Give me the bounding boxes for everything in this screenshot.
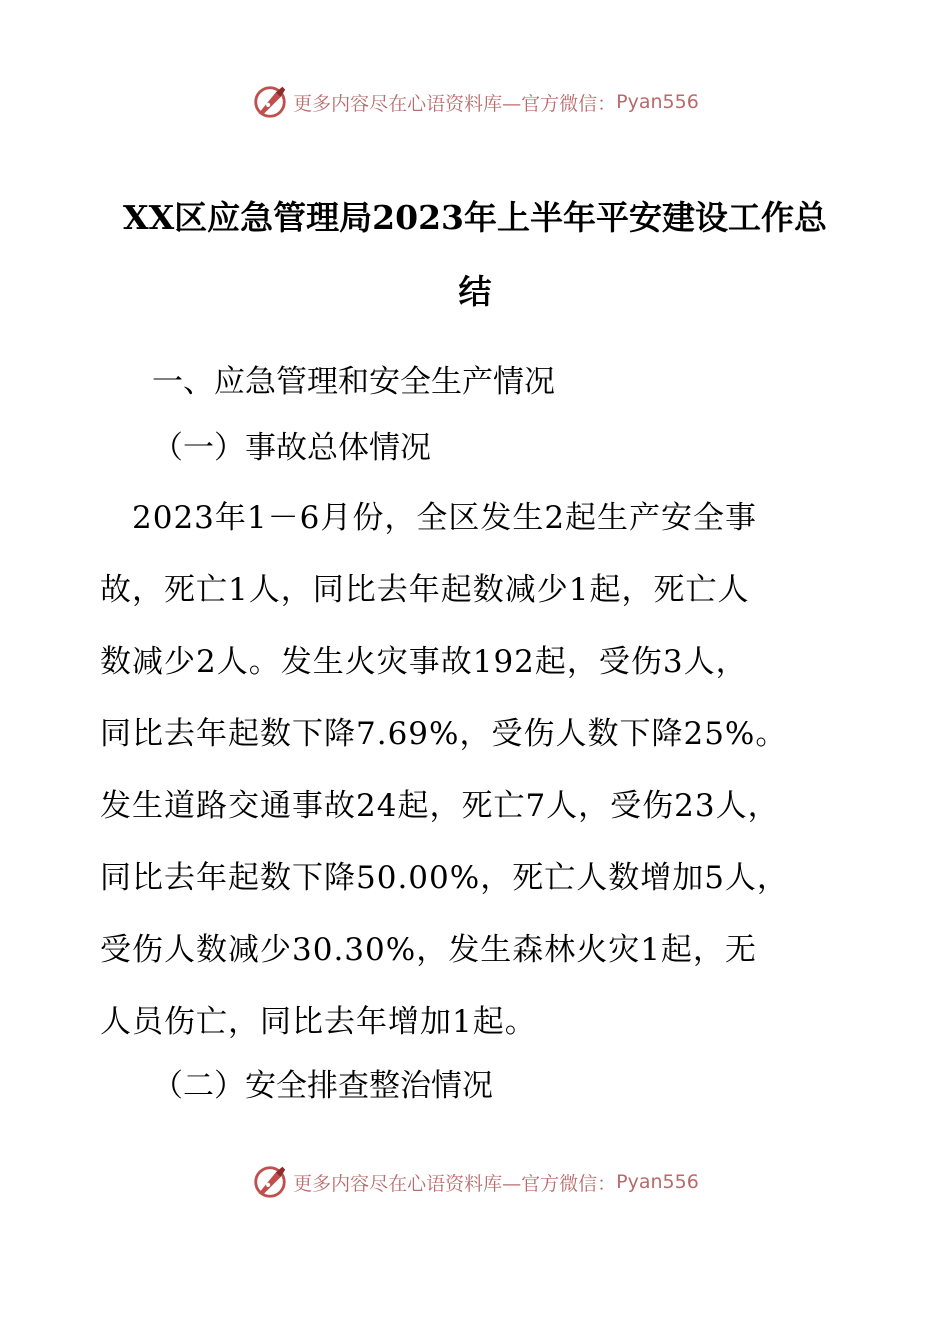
- watermark-banner-top: [0, 80, 950, 124]
- watermark-banner-bottom: [0, 1160, 950, 1204]
- watermark-wechat-id: Pyan556: [616, 1171, 699, 1193]
- watermark-site-text: 更多内容尽在心语资料库—官方微信：: [293, 92, 617, 115]
- body-line-4: 同比去年起数下降7.69%，受伤人数下降25%。: [100, 716, 788, 752]
- document-title-line2: 结: [458, 272, 492, 311]
- subsection2-heading: （二）安全排查整治情况: [152, 1068, 493, 1104]
- watermark-site-text: 更多内容尽在心语资料库—官方微信：: [293, 1172, 617, 1195]
- watermark-wechat-id: Pyan556: [616, 91, 699, 113]
- body-line-6: 同比去年起数下降50.00%，死亡人数增加5人，: [100, 860, 789, 896]
- body-line-2: 故，死亡1人，同比去年起数减少1起，死亡人: [100, 572, 750, 608]
- subsection1-heading: （一）事故总体情况: [152, 430, 431, 466]
- body-line-8: 人员伤亡，同比去年增加1起。: [100, 1004, 537, 1040]
- body-line-1: 2023年1－6月份，全区发生2起生产安全事: [100, 500, 758, 536]
- pen-nib-logo-icon: [251, 1163, 289, 1201]
- body-line-7: 受伤人数减少30.30%，发生森林火灾1起，无: [100, 932, 757, 968]
- pen-nib-logo-icon: [251, 83, 289, 121]
- body-line-3: 数减少2人。发生火灾事故192起，受伤3人，: [100, 644, 748, 680]
- body-line-5: 发生道路交通事故24起，死亡7人，受伤23人，: [100, 788, 780, 824]
- section1-heading: 一、应急管理和安全生产情况: [152, 364, 555, 400]
- document-title-line1: XX区应急管理局2023年上半年平安建设工作总: [122, 198, 828, 237]
